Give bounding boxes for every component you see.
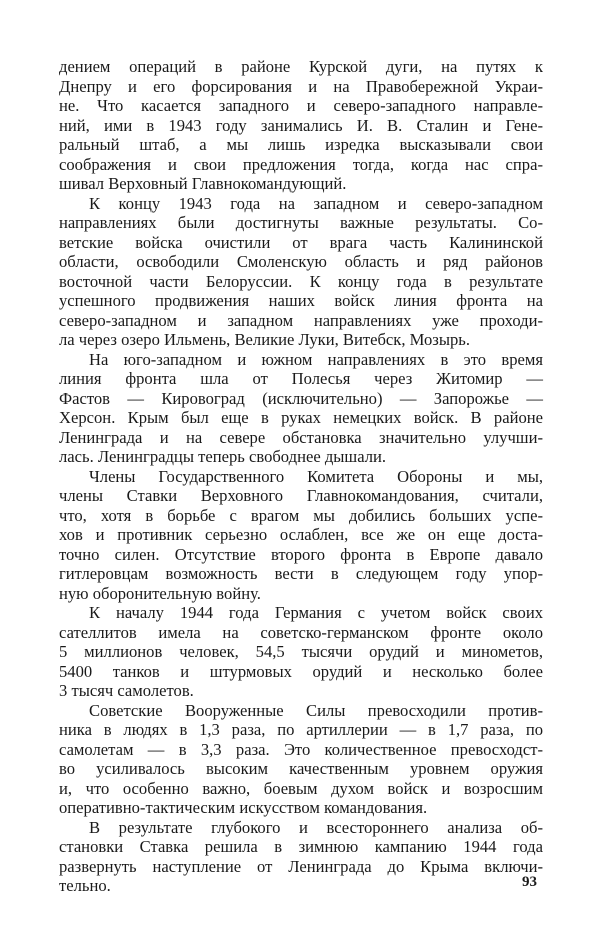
text-line: ральный штаб, а мы лишь изредка высказывали свои: [59, 135, 543, 154]
text-line: ника в людях в 1,3 раза, по артиллерии — в 1,7 раза, по: [59, 720, 543, 739]
paragraph: [59, 818, 543, 896]
text-line: На юго-западном и южном направлениях в это время: [89, 349, 543, 369]
text-line: ла через озеро Ильмень, Великие Луки, Витебск, Мозырь.: [59, 330, 470, 349]
text-line: развернуть наступление от Ленинграда до Крыма включи-: [59, 856, 543, 876]
paragraph: [59, 350, 543, 467]
text-line: Советские Вооруженные Силы превосходили против-: [89, 700, 543, 720]
text-line: шивал Верховный Главнокомандующий.: [59, 174, 347, 193]
text-line: ную оборонительную войну.: [59, 583, 261, 603]
text-line: дением операций в районе Курской дуги, на путях к: [59, 57, 543, 76]
text-line: точно силен. Отсутствие второго фронта в Европе давало: [59, 544, 543, 564]
text-line: восточной части Белоруссии. К концу года в результате: [59, 271, 543, 291]
text-line: ний, ими в 1943 году занимались И. В. Сталин и Гене-: [59, 115, 543, 135]
paragraph: [59, 603, 543, 701]
text-line: области, освободили Смоленскую область и ряд районов: [59, 252, 543, 271]
text-line: что, хотя в борьбе с врагом мы добились больших успе-: [59, 505, 543, 525]
text-line: северо-западном и западном направлениях уже проходи-: [59, 310, 543, 330]
text-line: и, что особенно важно, боевым духом войск и возросшим: [59, 778, 543, 798]
text-line: К началу 1944 года Германия с учетом войск своих: [89, 603, 543, 622]
text-line: 3 тысяч самолетов.: [59, 681, 194, 700]
text-line: во усиливалось высоким качественным уровнем оружия: [59, 759, 543, 778]
text-line: тельно.: [59, 876, 111, 895]
text-line: не. Что касается западного и северо-западного направле-: [59, 96, 543, 115]
text-line: Члены Государственного Комитета Обороны и мы,: [89, 466, 543, 486]
text-line: Днепру и его форсирования и на Правобережной Украи-: [59, 76, 543, 96]
text-line: направлениях были достигнуты важные результаты. Со-: [59, 213, 543, 232]
paragraph: [59, 701, 543, 818]
text-line: Херсон. Крым был еще в руках немецких войск. В районе: [59, 408, 543, 427]
text-line: самолетам — в 3,3 раза. Это количественное превосходст-: [59, 739, 543, 759]
text-line: оперативно-тактическим искусством командования.: [59, 798, 428, 817]
page-number: 93: [522, 874, 537, 890]
text-line: сателлитов имела на советско-германском фронте около: [59, 622, 543, 642]
text-line: К концу 1943 года на западном и северо-западном: [89, 193, 543, 213]
paragraph: [59, 194, 543, 350]
text-line: ветские войска очистили от врага часть Калининской: [59, 232, 543, 252]
text-line: Ленинграда и на севере обстановка значительно улучши-: [59, 427, 543, 447]
text-line: 5 миллионов человек, 54,5 тысячи орудий и минометов,: [59, 642, 543, 661]
text-line: члены Ставки Верховного Главнокомандования, считали,: [59, 486, 543, 505]
paragraph: [59, 467, 543, 604]
page-body-text: [59, 57, 543, 896]
text-line: 5400 танков и штурмовых орудий и несколько более: [59, 661, 543, 681]
paragraph: [59, 57, 543, 194]
text-line: соображения и свои предложения тогда, когда нас спра-: [59, 154, 543, 174]
text-line: линия фронта шла от Полесья через Житомир —: [59, 369, 543, 388]
text-line: В результате глубокого и всестороннего анализа об-: [89, 817, 543, 837]
text-line: успешного продвижения наших войск линия фронта на: [59, 291, 543, 310]
text-line: хов и противник серьезно ослаблен, все же он еще доста-: [59, 525, 543, 544]
text-line: становки Ставка решила в зимнюю кампанию 1944 года: [59, 837, 543, 856]
text-line: лась. Ленинградцы теперь свободнее дышали.: [59, 447, 387, 466]
text-line: гитлеровцам возможность вести в следующем году упор-: [59, 564, 543, 583]
text-line: Фастов — Кировоград (исключительно) — Запорожье —: [59, 388, 543, 408]
